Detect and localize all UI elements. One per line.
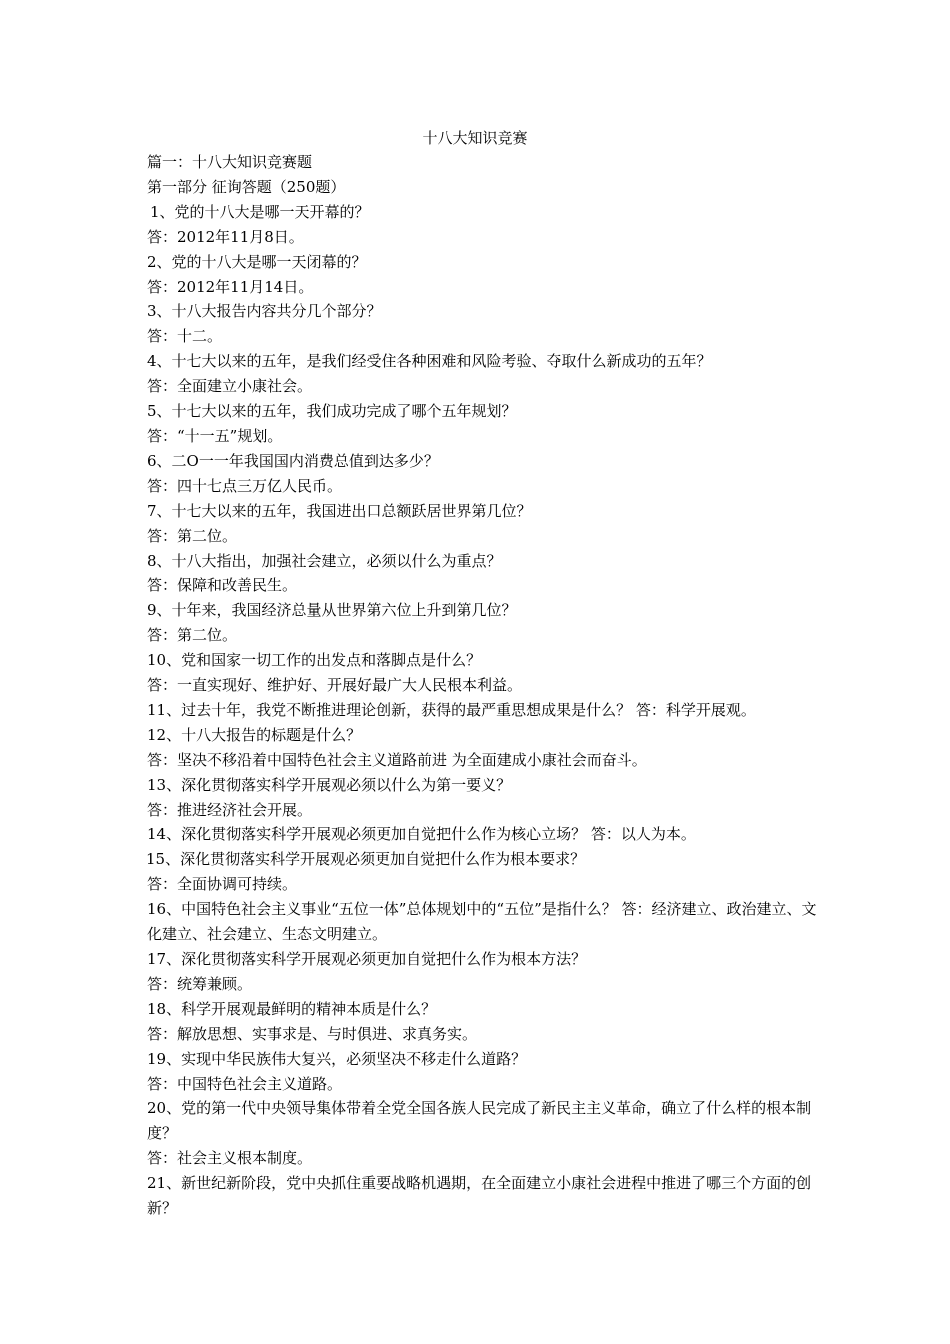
question-line: 16、中国特色社会主义事业“五位一体”总体规划中的“五位”是指什么？ 答：经济建立、政治建立、文化建立、社会建立、生态文明建立。 [147,900,817,944]
answer-line: 答：社会主义根本制度。 [147,1149,313,1168]
answer-line: 答：坚决不移沿着中国特色社会主义道路前进 为全面建成小康社会而奋斗。 [147,750,647,769]
answer-line: 答：全面建立小康社会。 [147,377,313,396]
question-line: 12、十八大报告的标题是什么？ [147,725,362,744]
question-line: 11、过去十年，我党不断推进理论创新，获得的最严重思想成果是什么？ 答：科学开展观。 [147,700,756,719]
answer-line: 答：全面协调可持续。 [147,875,298,894]
question-line: 5、十七大以来的五年，我们成功完成了哪个五年规划？ [147,402,517,421]
question-line: 7、十七大以来的五年，我国进出口总额跃居世界第几位？ [147,501,532,520]
question-line: 17、深化贯彻落实科学开展观必须更加自觉把什么作为根本方法？ [147,950,587,968]
answer-line: 答：第二位。 [147,526,238,545]
answer-line: 答：四十七点三万亿人民币。 [147,476,343,495]
answer-line: 答：一直实现好、维护好、开展好最广大人民根本利益。 [147,676,523,695]
question-line: 15、深化贯彻落实科学开展观必须更加自觉把什么作为根本要求？ [146,850,586,869]
question-line: 20、党的第一代中央领导集体带着全党全国各族人民完成了新民主主义革命，确立了什么样的根本制度？ [147,1099,812,1143]
answer-line: 答：统筹兼顾。 [147,974,253,993]
answer-line: 答：中国特色社会主义道路。 [147,1074,343,1093]
question-line: 3、十八大报告内容共分几个部分？ [147,302,382,321]
question-line: 6、二O一一年我国国内消费总值到达多少？ [147,451,439,470]
question-line: 1、党的十八大是哪一天开幕的？ [150,202,370,221]
question-line: 10、党和国家一切工作的出发点和落脚点是什么？ [147,651,482,670]
answer-line: 答：第二位。 [147,626,238,645]
document-body [146,150,826,1221]
question-line: 18、科学开展观最鲜明的精神本质是什么？ [147,999,437,1018]
answer-line: 答：解放思想、实事求是、与时俱进、求真务实。 [147,1024,478,1043]
section-heading: 篇一：十八大知识竞赛题 [147,153,313,171]
answer-line: 答：十二。 [147,327,223,346]
question-line: 4、十七大以来的五年，是我们经受住各种困难和风险考验、夺取什么新成功的五年？ [147,352,712,371]
question-line: 14、深化贯彻落实科学开展观必须更加自觉把什么作为核心立场？ 答：以人为本。 [147,825,696,844]
part-heading: 第一部分 征询答题（250题） [147,177,346,196]
answer-line: 答：保障和改善民生。 [147,576,298,595]
answer-line: 答：2012年11月14日。 [147,277,314,296]
question-line: 2、党的十八大是哪一天闭幕的？ [147,252,367,271]
question-line: 19、实现中华民族伟大复兴，必须坚决不移走什么道路？ [147,1049,527,1068]
question-line: 8、十八大指出，加强社会建立，必须以什么为重点？ [147,551,502,570]
answer-line: 答：推进经济社会开展。 [147,800,313,819]
document-title: 十八大知识竞赛 [422,129,528,147]
answer-line: 答：2012年11月8日。 [147,227,304,246]
question-line: 21、新世纪新阶段，党中央抓住重要战略机遇期，在全面建立小康社会进程中推进了哪三个方面的创新？ [147,1174,812,1218]
question-line: 13、深化贯彻落实科学开展观必须以什么为第一要义？ [147,775,512,794]
question-line: 9、十年来，我国经济总量从世界第六位上升到第几位？ [147,601,517,620]
answer-line: 答：“十一五”规划。 [147,426,283,445]
